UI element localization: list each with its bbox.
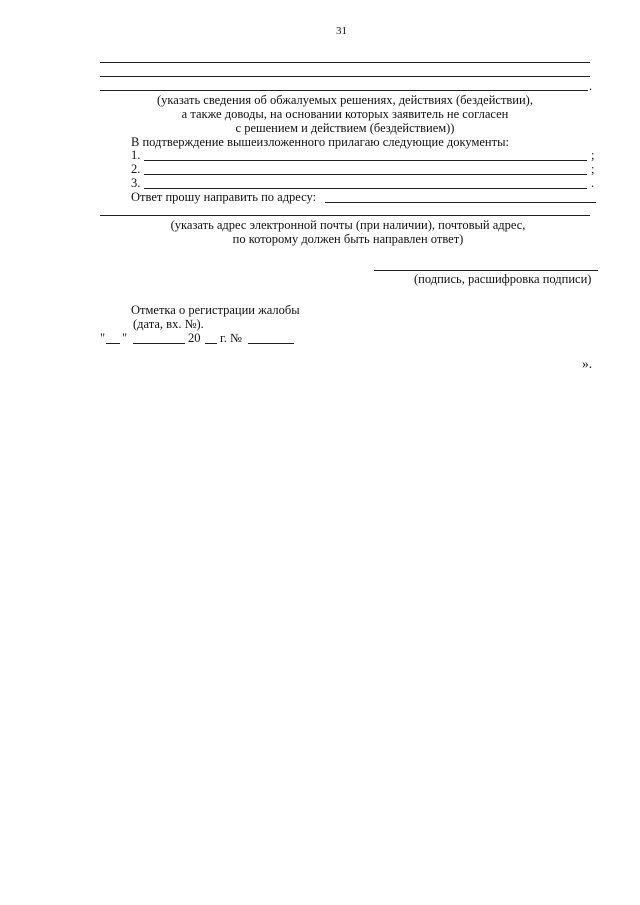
year-prefix: 20	[188, 331, 201, 345]
registration-number-label: г. №	[220, 331, 242, 345]
blank-line	[100, 62, 590, 63]
attachment-line-2	[144, 174, 587, 175]
attachment-end-3: .	[591, 176, 595, 190]
reply-address-line-2	[100, 215, 590, 216]
registration-number-blank	[248, 343, 294, 344]
year-blank	[205, 343, 217, 344]
registration-title: Отметка о регистрации жалобы	[131, 303, 300, 317]
line-end-mark: .	[589, 79, 593, 93]
complaint-note-line-2: а также доводы, на основании которых заявитель не согласен	[181, 107, 509, 121]
attachment-number-3: 3.	[131, 176, 141, 190]
page-number: 31	[336, 25, 347, 37]
attachment-end-2: ;	[591, 162, 595, 176]
signature-line	[374, 270, 598, 271]
attachment-line-1	[144, 160, 587, 161]
date-open-quote: "	[100, 331, 106, 345]
reply-address-note-line-2: по которому должен быть направлен ответ)	[232, 232, 464, 246]
attachment-number-1: 1.	[131, 148, 141, 162]
complaint-note-line-3: с решением и действием (бездействием))	[235, 121, 455, 135]
blank-line	[100, 76, 590, 77]
registration-sub: (дата, вх. №).	[133, 317, 204, 331]
closing-quote: ».	[582, 356, 593, 371]
reply-address-line	[325, 202, 596, 203]
reply-address-note-line-1: (указать адрес электронной почты (при наличии), почтовый адрес,	[170, 218, 526, 232]
attachment-line-3	[144, 188, 587, 189]
reply-address-label: Ответ прошу направить по адресу:	[131, 190, 317, 204]
attachment-number-2: 2.	[131, 162, 141, 176]
signature-caption: (подпись, расшифровка подписи)	[414, 272, 592, 286]
blank-line	[100, 90, 588, 91]
attachments-intro: В подтверждение вышеизложенного прилагаю следующие документы:	[131, 135, 509, 149]
attachment-end-1: ;	[591, 148, 595, 162]
complaint-note-line-1: (указать сведения об обжалуемых решениях, действиях (бездействии),	[157, 93, 533, 107]
date-close-quote: "	[122, 331, 128, 345]
month-blank	[133, 343, 185, 344]
day-blank	[106, 343, 120, 344]
